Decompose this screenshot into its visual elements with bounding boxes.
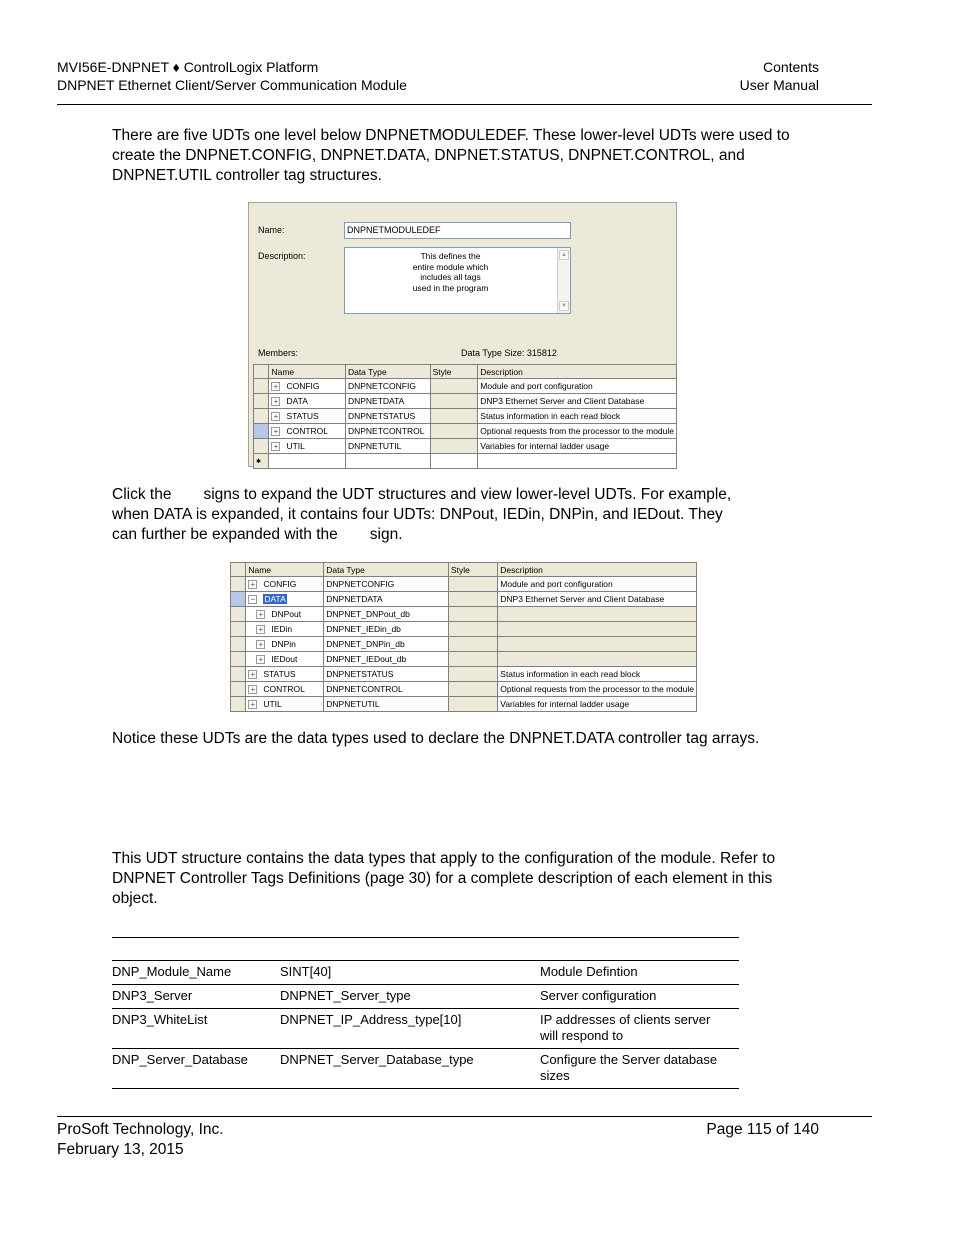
table-row[interactable]: + STATUS DNPNETSTATUS Status information in each read block — [254, 409, 677, 424]
table-row[interactable]: + CONFIG DNPNETCONFIG Module and port configuration — [231, 577, 697, 592]
description-scrollbar[interactable] — [557, 248, 570, 313]
table-row: DNP_Module_Name SINT[40] Module Defintion — [112, 961, 739, 985]
table-row: DNP3_Server DNPNET_Server_type Server configuration — [112, 985, 739, 1009]
table-row[interactable]: + DNPin DNPNET_DNPin_db — [231, 637, 697, 652]
expand-plus-icon[interactable]: + — [271, 412, 280, 421]
expand-plus-icon[interactable]: + — [248, 580, 257, 589]
intro-paragraph: There are five UDTs one level below DNPNETMODULEDEF. These lower-level UDTs were used to create the DNPNET.CONFIG, DNPNET.DATA, DNPNET.STATUS, DNPNET.CONTROL, and DNPNET.UTIL controller tag structures. — [112, 127, 790, 184]
expand-plus-icon[interactable]: + — [271, 382, 280, 391]
header-section: Contents — [762, 59, 819, 75]
config-members-table — [112, 937, 739, 1089]
expand-plus-icon[interactable]: + — [271, 442, 280, 451]
col-style[interactable]: Style — [430, 365, 478, 379]
table-row[interactable]: + DATA DNPNETDATA DNP3 Ethernet Server and Client Database — [254, 394, 677, 409]
description-label: Description: — [258, 251, 306, 261]
col-description[interactable]: Description — [498, 563, 697, 577]
col-description[interactable]: Description — [478, 365, 677, 379]
expand-plus-icon[interactable]: + — [248, 700, 257, 709]
table-row[interactable]: + DNPout DNPNET_DNPout_db — [231, 607, 697, 622]
expand-plus-icon[interactable]: + — [271, 427, 280, 436]
header-doc-type: User Manual — [739, 77, 819, 93]
expand-plus-icon[interactable]: + — [248, 685, 257, 694]
table-row[interactable]: + CONTROL DNPNETCONTROL Optional requests from the processor to the module — [231, 682, 697, 697]
col-name[interactable]: Name — [246, 563, 324, 577]
header-product: MVI56E-DNPNET ♦ ControlLogix Platform — [57, 59, 319, 75]
description-field[interactable] — [344, 247, 571, 314]
new-row-marker-icon: ✱ — [254, 454, 269, 469]
footer-rule — [57, 1116, 872, 1117]
table-row[interactable]: + CONTROL DNPNETCONTROL Optional requests from the processor to the module — [254, 424, 677, 439]
footer-company: ProSoft Technology, Inc. — [57, 1121, 224, 1138]
expanded-data-grid-screenshot — [230, 562, 697, 712]
row-header-corner — [254, 365, 269, 379]
table-row: DNP3_WhiteList DNPNET_IP_Address_type[10] IP addresses of clients server will respond to — [112, 1009, 739, 1049]
scroll-up-icon[interactable]: ▲ — [559, 250, 569, 260]
col-name[interactable]: Name — [269, 365, 346, 379]
col-data-type[interactable]: Data Type — [345, 365, 430, 379]
table-row[interactable]: + UTIL DNPNETUTIL Variables for internal ladder usage — [231, 697, 697, 712]
expand-plus-icon[interactable]: + — [256, 625, 265, 634]
table-row[interactable]: + CONFIG DNPNETCONFIG Module and port configuration — [254, 379, 677, 394]
footer-date: February 13, 2015 — [57, 1141, 184, 1158]
udt-editor-screenshot — [248, 202, 677, 467]
new-row[interactable] — [254, 454, 677, 469]
table-row: DNP_Server_Database DNPNET_Server_Database_type Configure the Server database sizes — [112, 1049, 739, 1089]
name-field[interactable]: DNPNETMODULEDEF — [344, 222, 571, 239]
header-rule — [57, 104, 872, 105]
members-grid — [253, 364, 677, 469]
table-row[interactable]: + STATUS DNPNETSTATUS Status information in each read block — [231, 667, 697, 682]
table-header-row — [112, 938, 739, 961]
notice-paragraph: Notice these UDTs are the data types used to declare the DNPNET.DATA controller tag arrays. — [112, 730, 760, 747]
scroll-down-icon[interactable]: ▼ — [559, 301, 569, 311]
members-label: Members: — [258, 348, 299, 358]
table-row[interactable]: + UTIL DNPNETUTIL Variables for internal ladder usage — [254, 439, 677, 454]
table-row[interactable]: + IEDin DNPNET_IEDin_db — [231, 622, 697, 637]
name-label: Name: — [258, 225, 285, 235]
collapse-minus-icon[interactable]: − — [248, 595, 257, 604]
col-style[interactable]: Style — [448, 563, 497, 577]
footer-left — [57, 1120, 224, 1160]
expand-plus-icon[interactable]: + — [271, 397, 280, 406]
config-paragraph: This UDT structure contains the data types that apply to the configuration of the module. Refer to DNPNET Controller Tags Definitions (page 30) for a complete description of each element in this object. — [112, 850, 776, 907]
row-header-corner — [231, 563, 246, 577]
expand-plus-icon[interactable]: + — [256, 640, 265, 649]
expand-paragraph: Click the signs to expand the UDT structures and view lower-level UDTs. For example, when DATA is expanded, it contains four UDTs: DNPout, IEDin, DNPin, and IEDout. They can further be expanded with the sign. — [112, 486, 732, 543]
header-module: DNPNET Ethernet Client/Server Communication Module — [57, 77, 407, 93]
table-row[interactable]: + IEDout DNPNET_IEDout_db — [231, 652, 697, 667]
running-header-left — [57, 58, 407, 94]
col-data-type[interactable]: Data Type — [324, 563, 449, 577]
footer-page-number: Page 115 of 140 — [706, 1121, 819, 1138]
expand-plus-icon[interactable]: + — [248, 670, 257, 679]
expand-plus-icon[interactable]: + — [256, 610, 265, 619]
expand-plus-icon[interactable]: + — [256, 655, 265, 664]
running-header-right — [740, 58, 819, 94]
description-text: This defines the entire module which includes all tags used in the program — [412, 251, 489, 293]
table-row-selected[interactable]: − DATA DNPNETDATA DNP3 Ethernet Server and Client Database — [231, 592, 697, 607]
data-type-size: Data Type Size: 315812 — [461, 348, 557, 358]
